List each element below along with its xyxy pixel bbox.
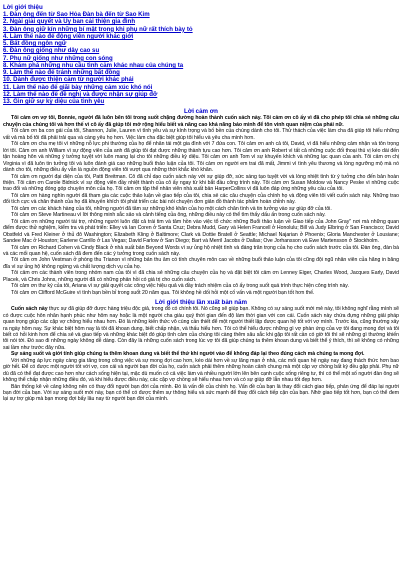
thanks-heading: Lời cảm ơn	[184, 108, 218, 116]
toc-link[interactable]: 11. Làm thế nào để giãi bày những cảm xúc khó nói	[3, 83, 153, 91]
thanks-paragraph: Tôi cảm ơn Clifford McGuire vì tình bạn bền bỉ trong suốt 20 năm qua. Tôi không hề dối hỏi một cố vấn và một người bạn tốt hơn thế.	[11, 289, 315, 296]
table-of-contents	[3, 11, 399, 105]
toc-link[interactable]: 10. Dành được thiện cảm từ người khác phái	[3, 76, 134, 84]
toc-item	[3, 84, 399, 91]
intro-paragraph: Với những áp lực ngày càng gia tăng trong công việc và sự mong đợi cao hơn, kéo dài hơn về sự lãng mạn ở nhà, các mối quan hệ ngày nay đang thách thức hơn bao giờ hết. Để có được một người tốt với vợ, con cái và người bạn đời của họ, cuốn sách phải thêm những hoàn cảnh chung mà một cặp vợ chồng bất kỳ đều gặp phải. Phụ nữ dù đã có thể đạt được cao hơn như cách sống hiện tại, mặc dù muốn có cả việc làm và nhiều người lớn lên bên cạnh cuộc sống riêng tư, thì có thể một số người đàn ông sẽ không thể chấp nhận những điều đó, và khi hiểu được điều này, các cặp vợ chồng sẽ hiểu nhau hơn và có sự giúp đỡ lẫn nhau tốt đẹp hơn.	[3, 357, 399, 384]
toc-link[interactable]: 6. Đàn ông giống như dây cao su	[3, 47, 100, 55]
toc-item	[3, 26, 399, 33]
toc-item	[3, 69, 399, 76]
toc-item	[3, 11, 399, 18]
toc-item	[3, 98, 399, 105]
toc-link[interactable]: 7. Phụ nữ giống như những con sóng	[3, 54, 113, 62]
toc-link[interactable]: 9. Làm thế nào để tránh những bất đồng	[3, 69, 120, 77]
toc-link[interactable]: 5. Bất đồng ngôn ngữ	[3, 40, 67, 48]
toc-link[interactable]: 4. Làm thế nào để động viên người khác giới	[3, 32, 134, 40]
toc-item	[3, 47, 399, 54]
intro-lead-phrase: Cuốn sách này	[11, 306, 48, 313]
thanks-paragraph: Tôi cảm ơn người đại diện của tôi, Patti Breitman. Cô đã chỉ dạo cuốn sách này với sự giúp đỡ, sức sáng tạo tuyệt vời và lòng nhiệt tình từ ý tưởng cho đến bản hoàn thiện. Tôi cảm ơn Carole Bidnick vì sự động viên đầy nhiệt thành của cô ấy ngay từ khi bắt đầu công trình này. Tôi cảm ơn Susan Moldow và Nancy Peske vì những cuộc trao đổi và những đóng góp chuyên môn của họ. Tôi cảm ơn tập thể nhân viên nhà xuất bản HarperCollins vì đã luôn đáp ứng những yêu cầu của tôi.	[3, 173, 399, 193]
thanks-paragraph: Tôi cảm ơn ba con gái của tôi, Shannon, Julie, Lauren vì tình yêu và sự kính trọng và bố bền của chúng dành cho tôi. Thử thách của việc làm cha đã giúp tôi hiểu những vất vả mà bố tôi đã phải trải qua và càng yêu họ hơn. Việc làm cha đặc biệt giúp tôi hiểu và yêu cha mình hơn.	[3, 128, 399, 141]
toc-item	[3, 18, 399, 25]
intro-bold-statement: Sự sáng suốt và giới tính giúp chúng ta thêm khoan dung và biết thể thứ khi người vào để không đáp lại theo đúng cách mà chúng ta mong đợi.	[11, 351, 365, 358]
thanks-paragraph: Tôi cảm ơn những người tài trợ, những người luôn đặt cả trái tim và tâm hồn vào việc tổ chức những Buổi thảo luận về Giao tiếp của John Gray" nơi mà những quan điểm được thử nghiệm, kiểm tra và phát triển: Elley và Ian Coren ở Santa Cruz; Debra Mudd, Gary và Helen Francell ở Honolulu; Bill và Judy Elbring ở San Francisco; David Obstfeld và Fred Kleiner ở thủ đô Washington; Elizabeth Kling ở Baltimore; Clark và Dottie Bratell ở Seattle; Michael Najarian ở Phoenix; Gloria Manchester ở Lousiane; Sandee Mac ở Houston; Earlene Carrillo ở Las Vegas; David Farlow ở San Diego; Bart và Merril Jacobs ở Dallas; Ove Jorhansson và Ewe Martensson ở Stockholm.	[3, 218, 399, 245]
intro-heading: Lời giới thiệu lần xuất bản năm	[155, 299, 247, 307]
toc-item	[3, 76, 399, 83]
thanks-paragraph: Tôi cảm ơn hàng nghìn người đã tham gia các cuộc thảo luận về giao tiếp của tôi, chia sẻ các câu chuyện của chính họ và động viên tôi viết cuốn sách này. Những trao đổi tích cực và chân thành của họ đã khuyến khích tôi phát triển các bài nói chuyện đơn giản đồ thành tác phẩm hoàn chỉnh này.	[3, 192, 399, 206]
thanks-paragraph: Tôi cảm ơn thư ký của tôi, Ariana vì sự giải quyết các công việc hiệu quả và đầy trách nhiệm của cô ấy trong suốt quá trình thực hiện công trình này.	[11, 283, 349, 290]
thanks-paragraph: Tôi cảm ơn các thành viên trong nhóm nam của tôi vì đã chia sẻ những câu chuyện của họ và đặt biệt tôi cảm ơn Lenney Eiger, Charles Wood, Jacques Early, David Placek, và Chris Johns, những người đã có những phản hồi có giá trị cho cuốn sách.	[3, 270, 399, 283]
toc-link[interactable]: 13. Gìn giữ sự kỳ diệu của tình yêu	[3, 98, 105, 106]
toc-link[interactable]: 3. Đàn ông giữ kín những bí mật trong khi phụ nữ rất thích bày tỏ	[3, 25, 193, 33]
thanks-paragraph: Tôi cảm ơn các khách hàng của tôi, những người đã tâm sự những khó khăn của họ một cách chân tình và tin tưởng vào sự giúp đỡ của tôi.	[11, 205, 332, 212]
toc-link[interactable]: 8. Khám phá những nhu cầu tình cảm khác nhau của chúng ta	[3, 61, 184, 69]
thanks-paragraph: Tôi cảm ơn cha mẹ tôi vì những nỗ lực phi thường của họ để nhân tái một gia đình với 7 đứa con. Tôi cảm ơn anh cả tôi, David, vì đã hiểu những cảm nhận và tôn trọng lời tôi. Cảm ơn anh William vì sự động viên của anh đã giúp tôi đạt được những thành tựu cao hơn. Tôi cảm ơn anh Robert vì tất cả những cuộc đối thoại thú vị kéo dài đến tận hoàng hôn và những ý tưởng tuyệt vời luôn mang lại cho tôi những điều kỳ diệu. Tôi cảm ơn anh Tom vì sự khuyến khích và những lạc quan của anh. Tôi cảm ơn chị Virginia vì đã luôn tin tưởng tôi và luôn đánh giá cao những buổi thảo luận của tôi. Tôi cảm ơn người em trai đã mất, Jimmi vì tình yêu thương và lòng ngưỡng mộ mà nó dành cho tôi, những điều ấy vẫn là nguồn động viên tôi vượt qua những thời khắc khó khăn.	[3, 141, 399, 174]
thanks-paragraph: Tôi cảm ơn Richard Cohen và Cindy Black ở nhà xuất bản Beyond Words vì sự ủng hộ nhiệt tình và đáng trân trọng của họ cho cuốn sách trước của tôi. Đàn ông, đàn bà và các mối quan hệ, cuốn sách đã đem đến các ý tưởng trong cuốn sách này.	[3, 244, 399, 257]
toc-item	[3, 55, 399, 62]
toc-link[interactable]: 2. Ngài giải quyết và Úy ban cải thiện gia đình	[3, 18, 136, 26]
toc-link[interactable]: 12. Làm thế nào để đề nghị và được nhận sự giúp đỡ	[3, 90, 158, 98]
intro-paragraph: Bản thống kê về cảng không nên có thay đổi người bạn đời của mình. Đó là vấn đề của chính họ. Vấn đề của bạn là thay đổi cách giao tiếp, phản ứng để đáp lại người bạn đời của bạn. Với sự sáng suốt mới này, bạn có thể có được thêm sự thông hiểu và sức mạnh để thay đổi cách tiếp cận của bạn. Nhờ giao tiếp tốt hơn, bạn có thể đem lại sự trợ giúp mà bạn mong đợi bấy lâu nay từ người bạn đời của mình.	[3, 383, 399, 403]
toc-item	[3, 40, 399, 47]
toc-link[interactable]: 1. Đàn ông đến từ Sao Hỏa Đàn bà đến từ Sao Kim	[3, 11, 150, 19]
toc-item	[3, 91, 399, 98]
toc-item	[3, 62, 399, 69]
toc-item	[3, 33, 399, 40]
intro-paragraph	[3, 306, 399, 351]
thanks-paragraph: Tôi cảm ơn Steve Martineau vì lời thông minh sắc sảo và cảnh tiếng của ông, những điều này có thể tìm thấy dấu ấn trong cuốn sách này.	[11, 212, 326, 219]
thanks-paragraph: Tôi cảm ơn vợ tôi, Bonnie, người đã luôn bên tôi trong suốt chặng đường hoàn thành cuốn sách này. Tôi cảm ơn cô ấy vì đã cho phép tôi chia sẻ những câu chuyện của chúng tôi và hơn thế vì cô ấy đã giúp tôi mở rộng hiểu biết và nâng cao khả năng bảo mình để tôn vinh quan niệm của phái nữ.	[3, 115, 399, 128]
thanks-paragraph: Tôi cảm ơn John Vestman ở phòng thu Trianon vì những bản thu âm có tính chuyên môn cao về những buổi thảo luận của tôi cũng đội ngũ nhân viên của hãng in băng đĩa vì sự ủng hộ không ngừng và chất lượng dịch vụ của họ.	[3, 257, 399, 270]
toc-title: Lời giới thiệu	[3, 4, 43, 11]
intro-paragraph-text: thực sự đã giúp đỡ được hàng triệu độc giả, trong đó có chính tôi. Nó cũng sẽ giúp bạn. Không có sự sáng suốt mới mẻ này, tôi không nghĩ rằng mình sẽ có được cuộc hôn nhân hạnh phúc như hôm nay hoặc là một người cha giàu quý thời gian đến độ làm thời gian với con cái. Cuốn sách này chứa đựng những giải pháp quan trọng giúp các cặp vợ chồng hiểu nhau hơn. Đó là những kiến thức vô cùng cần thiết để một người thiết lập được quan hệ tốt với vợ mình. Trước kia, cũng thường xảy ra ngày hôm nay. Sự khác biệt hôm nay là tôi đã khoan dung, biết chấp nhận, và thấu hiểu hơn. Tôi có thể hiểu được những gì vợ phàn ứng của vợ tôi đang mong đợi và tôi biết có hỏi kinh hơn để chia sẻ và giao tiếp và những khác biệt đó giúp tình cảm của chúng tôi càng thêm sâu sắc khi gặp tôi rất cần có giờ tôi thì sẽ những gì thường khiến tôi nói tới. Đó sao đi những ngày không dễ dàng. Còn đây là những cuốn sách trong lúc vợ tôi đã giúp chúng ta thêm khoan dung và biết thể ý thích, thì sẽ không có những sai lầm như trước đây nữa.	[3, 306, 399, 351]
